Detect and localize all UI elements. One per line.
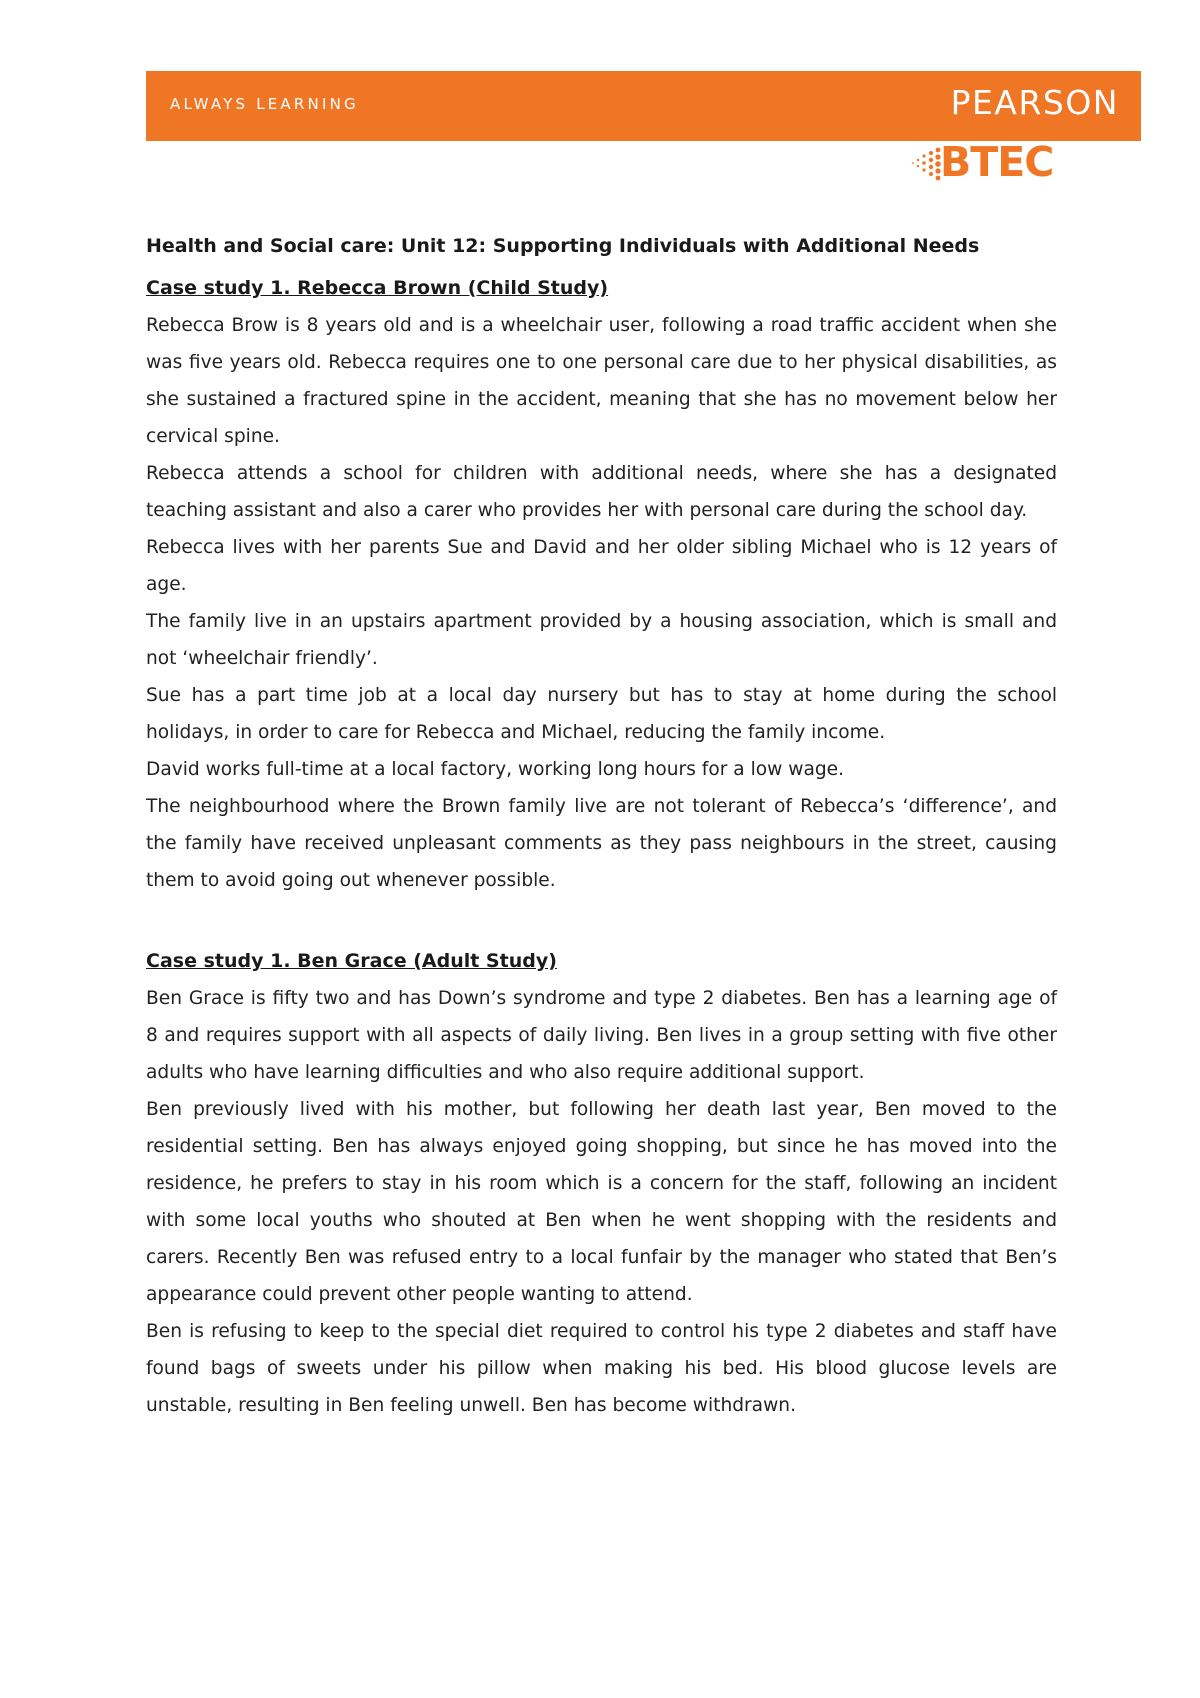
paragraph: Ben previously lived with his mother, but following her death last year, Ben moved to the residential setting. Ben has always enjoyed going shopping, but since he has moved into the residence, he prefers to stay in his room which is a concern for the staff, following an incident with some local youths who shouted at Ben when he went shopping with the residents and carers. Recently Ben was refused entry to a local funfair by the manager who stated that Ben’s appearance could prevent other people wanting to attend. xyxy=(146,1099,1057,1305)
btec-logo xyxy=(910,140,1070,190)
paragraph: The neighbourhood where the Brown family live are not tolerant of Rebecca’s ‘difference’, and the family have received unpleasant comments as they pass neighbours in the street, causing them to avoid going out whenever possible. xyxy=(146,796,1057,891)
document-title: Health and Social care: Unit 12: Supporting Individuals with Additional Needs xyxy=(146,235,980,257)
paragraph: Ben Grace is fifty two and has Down’s syndrome and type 2 diabetes. Ben has a learning age of 8 and requires support with all aspects of daily living. Ben lives in a group setting with five other adults who have learning difficulties and who also require additional support. xyxy=(146,988,1057,1083)
case-study-ben xyxy=(146,942,1057,1424)
paragraph: The family live in an upstairs apartment provided by a housing association, which is small and not ‘wheelchair friendly’. xyxy=(146,611,1057,669)
paragraph: Ben is refusing to keep to the special diet required to control his type 2 diabetes and staff have found bags of sweets under his pillow when making his bed. His blood glucose levels are unstable, resulting in Ben feeling unwell. Ben has become withdrawn. xyxy=(146,1321,1057,1416)
paragraph: Sue has a part time job at a local day nursery but has to stay at home during the school holidays, in order to care for Rebecca and Michael, reducing the family income. xyxy=(146,685,1057,743)
document-body xyxy=(146,226,1057,1424)
paragraph: Rebecca Brow is 8 years old and is a wheelchair user, following a road traffic accident when she was five years old. Rebecca requires one to one personal care due to her physical disabilities, as she sustained a fractured spine in the accident, meaning that she has no movement below her cervical spine. xyxy=(146,315,1057,447)
tagline: ALWAYS LEARNING xyxy=(170,95,359,113)
header-banner xyxy=(146,71,1141,141)
btec-dots-icon xyxy=(910,144,944,184)
pearson-logo: PEARSON xyxy=(950,83,1119,122)
case-study-heading: Case study 1. Rebecca Brown (Child Study) xyxy=(146,277,609,299)
btec-wordmark: BTEC xyxy=(940,138,1054,186)
paragraph: David works full-time at a local factory, working long hours for a low wage. xyxy=(146,759,844,780)
case-study-rebecca xyxy=(146,269,1057,899)
paragraph: Rebecca lives with her parents Sue and David and her older sibling Michael who is 12 years of age. xyxy=(146,537,1057,595)
case-study-heading: Case study 1. Ben Grace (Adult Study) xyxy=(146,950,557,972)
paragraph: Rebecca attends a school for children with additional needs, where she has a designated teaching assistant and also a carer who provides her with personal care during the school day. xyxy=(146,463,1057,521)
